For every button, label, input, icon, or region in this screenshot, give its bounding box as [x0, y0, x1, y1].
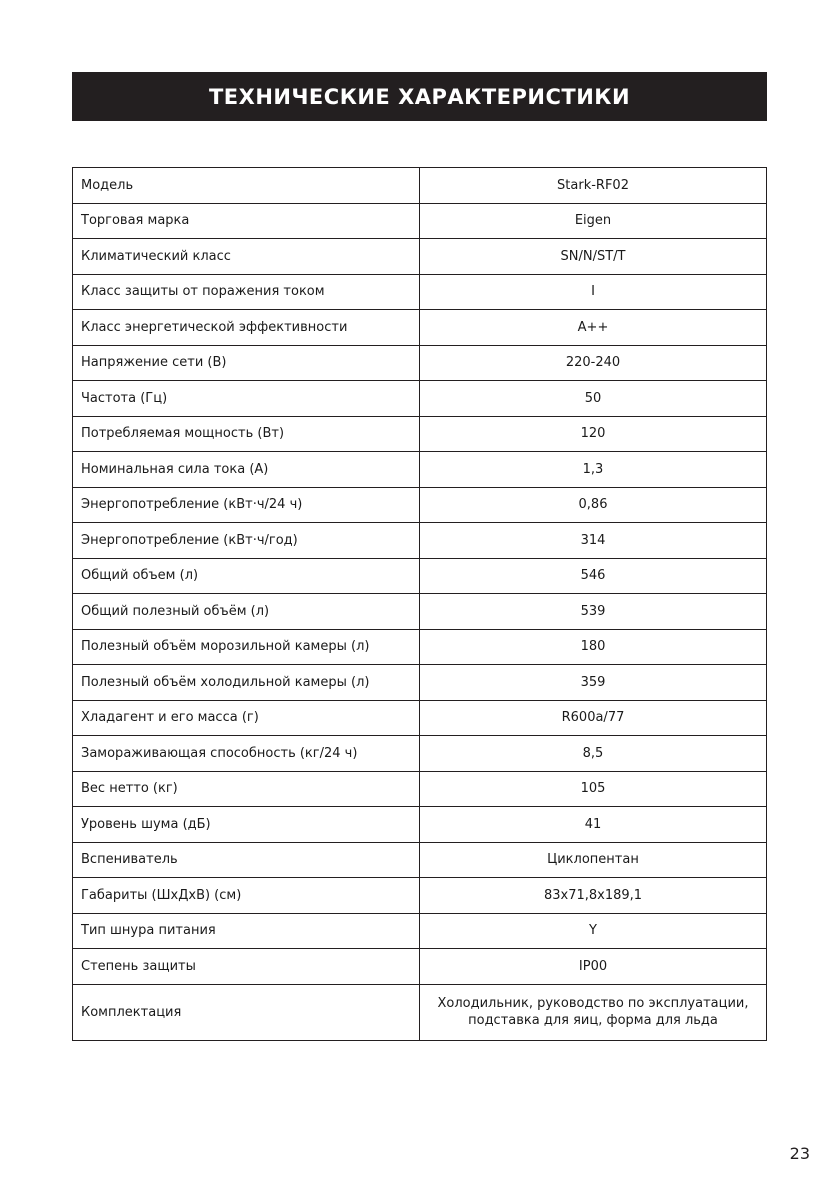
spec-value: 546 [420, 558, 767, 594]
spec-value: 8,5 [420, 736, 767, 772]
spec-name: Тип шнура питания [73, 913, 420, 949]
table-row [73, 842, 767, 878]
spec-name: Класс энергетической эффективности [73, 310, 420, 346]
table-row [73, 629, 767, 665]
spec-name: Модель [73, 168, 420, 204]
table-row [73, 771, 767, 807]
table-row [73, 416, 767, 452]
spec-name: Потребляемая мощность (Вт) [73, 416, 420, 452]
spec-value: R600a/77 [420, 700, 767, 736]
spec-value: A++ [420, 310, 767, 346]
page-title: ТЕХНИЧЕСКИЕ ХАРАКТЕРИСТИКИ [208, 84, 631, 109]
spec-name: Климатический класс [73, 239, 420, 275]
table-row [73, 381, 767, 417]
spec-name: Полезный объём морозильной камеры (л) [73, 629, 420, 665]
spec-value: IP00 [420, 949, 767, 985]
spec-value: 41 [420, 807, 767, 843]
table-row [73, 594, 767, 630]
table-row [73, 452, 767, 488]
table-row [73, 168, 767, 204]
spec-value-multiline [420, 984, 767, 1040]
spec-value: 120 [420, 416, 767, 452]
spec-name: Комплектация [73, 984, 420, 1040]
spec-name: Номинальная сила тока (А) [73, 452, 420, 488]
spec-value: 359 [420, 665, 767, 701]
spec-name: Вспениватель [73, 842, 420, 878]
table-row [73, 949, 767, 985]
table-row [73, 558, 767, 594]
spec-value: 0,86 [420, 487, 767, 523]
spec-name: Энергопотребление (кВт·ч/год) [73, 523, 420, 559]
spec-name: Полезный объём холодильной камеры (л) [73, 665, 420, 701]
spec-value: 539 [420, 594, 767, 630]
section-header [72, 72, 767, 121]
spec-value: 50 [420, 381, 767, 417]
spec-name: Хладагент и его масса (г) [73, 700, 420, 736]
spec-name: Степень защиты [73, 949, 420, 985]
spec-name: Общий полезный объём (л) [73, 594, 420, 630]
table-row [73, 878, 767, 914]
spec-value: 105 [420, 771, 767, 807]
spec-name: Частота (Гц) [73, 381, 420, 417]
spec-value: 1,3 [420, 452, 767, 488]
table-row [73, 523, 767, 559]
spec-name: Энергопотребление (кВт·ч/24 ч) [73, 487, 420, 523]
spec-value-line: подставка для яиц, форма для льда [468, 1013, 718, 1028]
spec-value: 220-240 [420, 345, 767, 381]
spec-name: Общий объем (л) [73, 558, 420, 594]
table-row [73, 984, 767, 1040]
table-row [73, 913, 767, 949]
table-row [73, 345, 767, 381]
table-row [73, 203, 767, 239]
spec-value: 314 [420, 523, 767, 559]
spec-name: Класс защиты от поражения током [73, 274, 420, 310]
page-number: 23 [789, 1144, 810, 1163]
spec-value: Y [420, 913, 767, 949]
spec-value: Eigen [420, 203, 767, 239]
spec-name: Уровень шума (дБ) [73, 807, 420, 843]
spec-name: Габариты (ШхДхВ) (см) [73, 878, 420, 914]
spec-value-line: Холодильник, руководство по эксплуатации, [437, 996, 749, 1011]
spec-name: Торговая марка [73, 203, 420, 239]
table-row [73, 310, 767, 346]
spec-value: 180 [420, 629, 767, 665]
spec-name: Вес нетто (кг) [73, 771, 420, 807]
table-row [73, 274, 767, 310]
table-row [73, 487, 767, 523]
spec-value: Stark-RF02 [420, 168, 767, 204]
spec-name: Замораживающая способность (кг/24 ч) [73, 736, 420, 772]
table-row [73, 700, 767, 736]
table-row [73, 807, 767, 843]
table-row [73, 665, 767, 701]
spec-value: Циклопентан [420, 842, 767, 878]
spec-value: 83х71,8х189,1 [420, 878, 767, 914]
spec-value: SN/N/ST/T [420, 239, 767, 275]
specifications-table [72, 167, 767, 1041]
spec-name: Напряжение сети (В) [73, 345, 420, 381]
table-row [73, 736, 767, 772]
spec-value: I [420, 274, 767, 310]
table-row [73, 239, 767, 275]
